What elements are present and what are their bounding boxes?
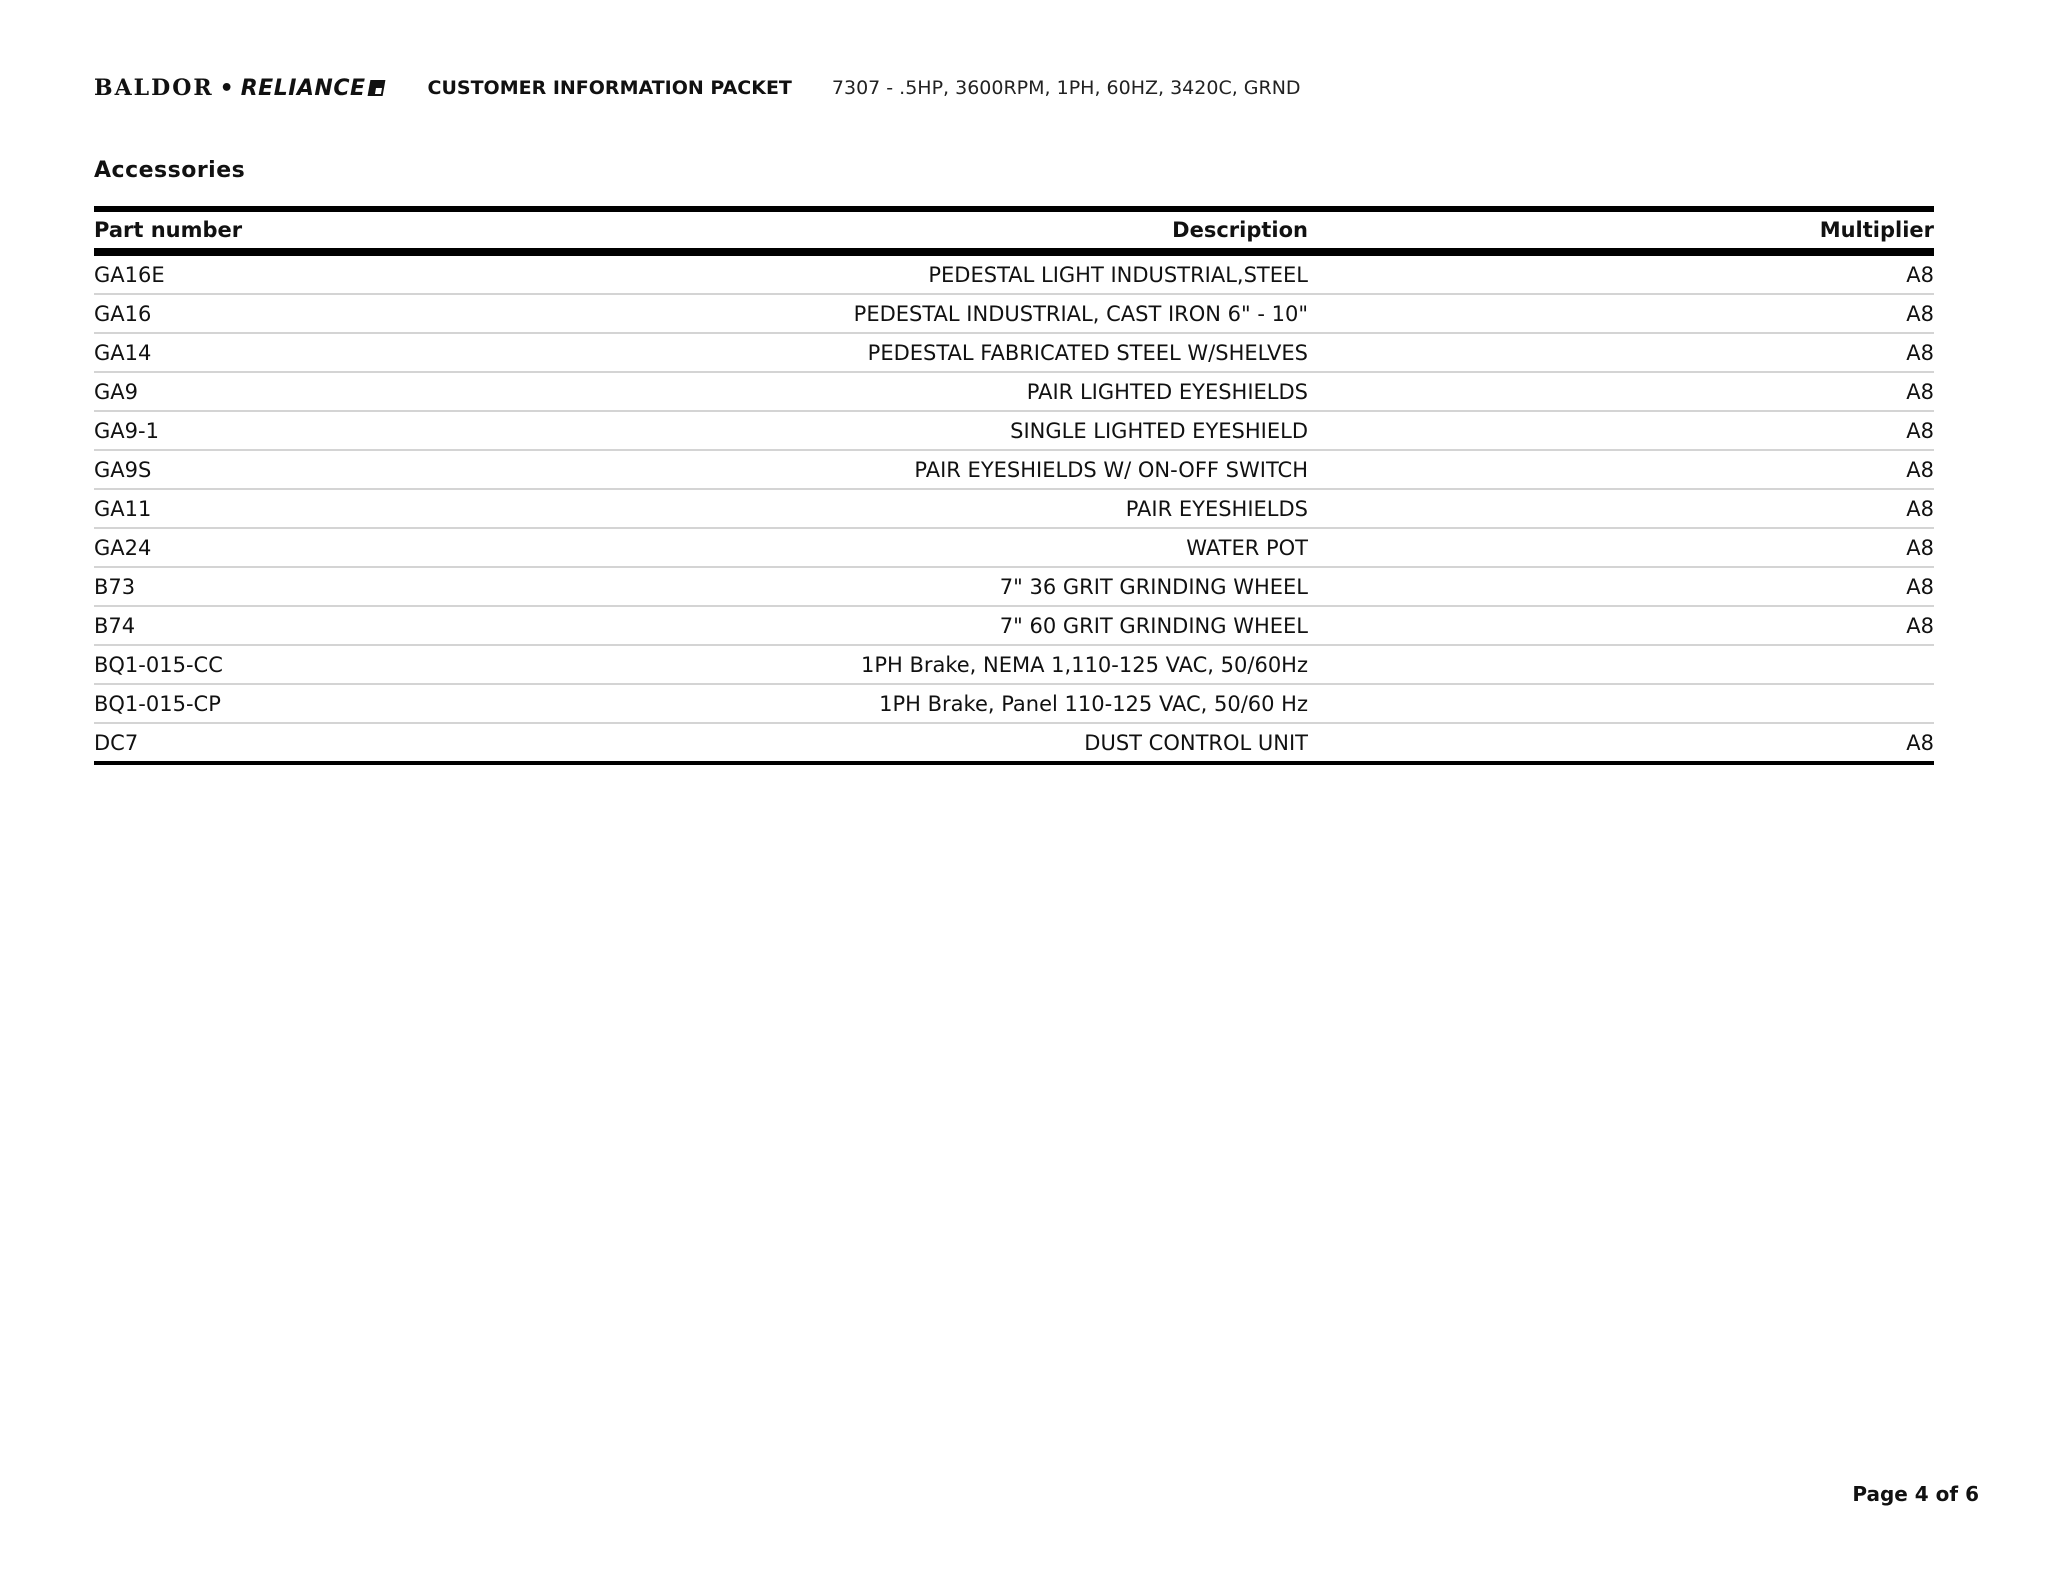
cell-multiplier bbox=[1308, 645, 1934, 684]
cell-description: 1PH Brake, NEMA 1,110-125 VAC, 50/60Hz bbox=[594, 645, 1308, 684]
cell-part-number: BQ1-015-CP bbox=[94, 684, 594, 723]
table-row bbox=[94, 606, 1934, 645]
table-row bbox=[94, 372, 1934, 411]
cell-part-number: GA14 bbox=[94, 333, 594, 372]
cell-part-number: GA9-1 bbox=[94, 411, 594, 450]
cell-part-number: GA9 bbox=[94, 372, 594, 411]
section-title: Accessories bbox=[94, 158, 246, 183]
table-row bbox=[94, 333, 1934, 372]
cell-multiplier: A8 bbox=[1308, 723, 1934, 763]
document-subtitle: 7307 - .5HP, 3600RPM, 1PH, 60HZ, 3420C, GRND bbox=[831, 77, 1301, 99]
cell-part-number: GA9S bbox=[94, 450, 594, 489]
table-header-row bbox=[94, 209, 1934, 252]
cell-description: PEDESTAL LIGHT INDUSTRIAL,STEEL bbox=[594, 252, 1308, 294]
cell-description: PAIR EYESHIELDS W/ ON-OFF SWITCH bbox=[594, 450, 1308, 489]
table-row bbox=[94, 723, 1934, 763]
cell-multiplier: A8 bbox=[1308, 294, 1934, 333]
table-row bbox=[94, 684, 1934, 723]
table-row bbox=[94, 528, 1934, 567]
column-header-multiplier: Multiplier bbox=[1819, 218, 1934, 242]
cell-description: 1PH Brake, Panel 110-125 VAC, 50/60 Hz bbox=[594, 684, 1308, 723]
cell-description: WATER POT bbox=[594, 528, 1308, 567]
cell-multiplier: A8 bbox=[1308, 606, 1934, 645]
page-number: Page 4 of 6 bbox=[1852, 1482, 1979, 1506]
brand-logo-reliance: RELIANCE bbox=[240, 75, 366, 101]
table-row bbox=[94, 411, 1934, 450]
cell-description: PAIR LIGHTED EYESHIELDS bbox=[594, 372, 1308, 411]
table-header bbox=[94, 209, 1934, 252]
column-header-part-number: Part number bbox=[94, 218, 243, 242]
brand-logo-baldor: BALDOR bbox=[94, 75, 214, 101]
cell-description: SINGLE LIGHTED EYESHIELD bbox=[594, 411, 1308, 450]
cell-multiplier: A8 bbox=[1308, 411, 1934, 450]
cell-multiplier: A8 bbox=[1308, 567, 1934, 606]
cell-description: 7" 36 GRIT GRINDING WHEEL bbox=[594, 567, 1308, 606]
cell-part-number: DC7 bbox=[94, 723, 594, 763]
cell-part-number: B73 bbox=[94, 567, 594, 606]
document-title: CUSTOMER INFORMATION PACKET bbox=[427, 77, 792, 99]
cell-part-number: GA11 bbox=[94, 489, 594, 528]
cell-multiplier: A8 bbox=[1308, 333, 1934, 372]
table-row bbox=[94, 489, 1934, 528]
table-row bbox=[94, 294, 1934, 333]
cell-multiplier: A8 bbox=[1308, 450, 1934, 489]
cell-multiplier: A8 bbox=[1308, 489, 1934, 528]
cell-description: 7" 60 GRIT GRINDING WHEEL bbox=[594, 606, 1308, 645]
table-row bbox=[94, 252, 1934, 294]
brand-logo bbox=[94, 75, 384, 101]
table-row bbox=[94, 645, 1934, 684]
table-body bbox=[94, 252, 1934, 763]
cell-part-number: BQ1-015-CC bbox=[94, 645, 594, 684]
table-row bbox=[94, 567, 1934, 606]
column-header-description: Description bbox=[1172, 218, 1308, 242]
cell-multiplier: A8 bbox=[1308, 252, 1934, 294]
cell-multiplier: A8 bbox=[1308, 528, 1934, 567]
brand-mark-icon bbox=[367, 80, 385, 96]
accessories-table bbox=[94, 206, 1934, 765]
cell-description: PEDESTAL FABRICATED STEEL W/SHELVES bbox=[594, 333, 1308, 372]
cell-multiplier: A8 bbox=[1308, 372, 1934, 411]
cell-part-number: GA16E bbox=[94, 252, 594, 294]
cell-part-number: GA24 bbox=[94, 528, 594, 567]
cell-description: PAIR EYESHIELDS bbox=[594, 489, 1308, 528]
table-row bbox=[94, 450, 1934, 489]
cell-multiplier bbox=[1308, 684, 1934, 723]
cell-description: PEDESTAL INDUSTRIAL, CAST IRON 6" - 10" bbox=[594, 294, 1308, 333]
brand-logo-separator: • bbox=[219, 75, 235, 101]
cell-part-number: GA16 bbox=[94, 294, 594, 333]
accessories-table-container bbox=[94, 206, 1934, 765]
cell-part-number: B74 bbox=[94, 606, 594, 645]
page-header bbox=[94, 73, 1301, 103]
cell-description: DUST CONTROL UNIT bbox=[594, 723, 1308, 763]
